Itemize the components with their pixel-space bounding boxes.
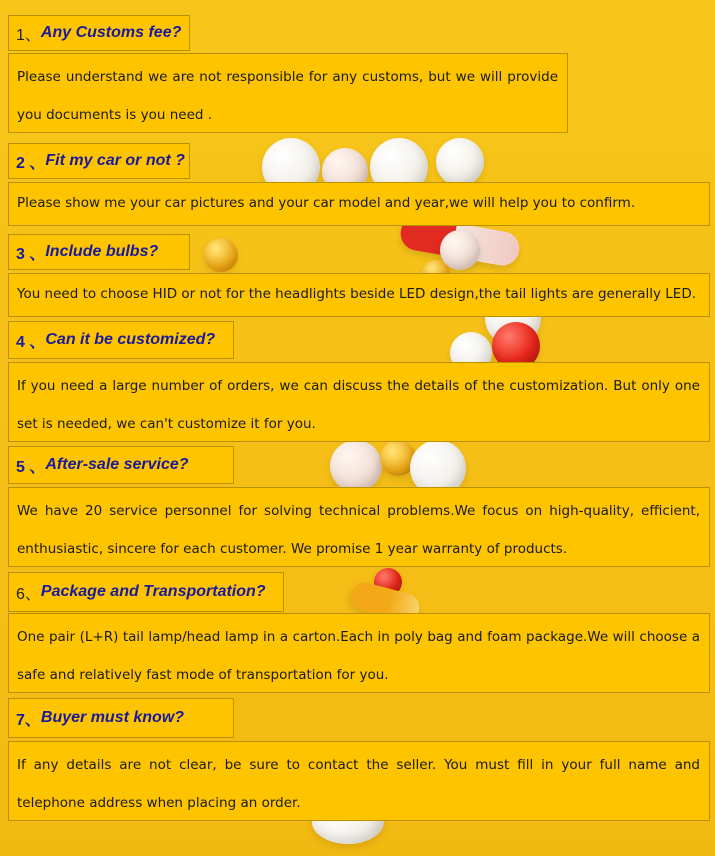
faq-number: 1、 [16, 26, 41, 44]
faq-answer-1: Please understand we are not responsible for any customs, but we will provide you documents is you need . [8, 53, 568, 133]
faq-question-1 [8, 15, 190, 51]
faq-question-text: Can it be customized? [45, 331, 216, 348]
faq-number: 5 、 [16, 458, 46, 476]
faq-question-text: After-sale service? [45, 456, 189, 473]
faq-question-3 [8, 234, 190, 270]
faq-answer-7: If any details are not clear, be sure to contact the seller. You must fill in your full name and telephone address when placing an order. [8, 741, 710, 821]
faq-number: 7、 [16, 711, 41, 729]
faq-number: 3 、 [16, 245, 46, 263]
faq-question-text: Fit my car or not ? [45, 152, 185, 169]
faq-answer-6: One pair (L+R) tail lamp/head lamp in a carton.Each in poly bag and foam package.We will choose a safe and relatively fast mode of transportation for you. [8, 613, 710, 693]
faq-question-text: Include bulbs? [45, 243, 159, 260]
faq-number: 2 、 [16, 154, 46, 172]
faq-question-7 [8, 698, 234, 738]
faq-question-text: Any Customs fee? [40, 24, 182, 41]
faq-question-text: Buyer must know? [40, 709, 185, 726]
faq-answer-5: We have 20 service personnel for solving technical problems.We focus on high-quality, efficient, enthusiastic, sincere for each customer. We promise 1 year warranty of products. [8, 487, 710, 567]
pill-image [436, 138, 484, 186]
pill-image [204, 238, 238, 272]
faq-answer-4: If you need a large number of orders, we can discuss the details of the customization. But only one set is needed, we can't customize it for you. [8, 362, 710, 442]
faq-question-5 [8, 446, 234, 484]
pill-image [330, 440, 382, 492]
faq-number: 4 、 [16, 333, 46, 351]
faq-number: 6、 [16, 585, 41, 603]
faq-answer-3: You need to choose HID or not for the headlights beside LED design,the tail lights are generally LED. [8, 273, 710, 317]
faq-question-2 [8, 143, 190, 179]
faq-question-4 [8, 321, 234, 359]
faq-answer-2: Please show me your car pictures and your car model and year,we will help you to confirm. [8, 182, 710, 226]
faq-question-6 [8, 572, 284, 612]
faq-question-text: Package and Transportation? [40, 583, 266, 600]
